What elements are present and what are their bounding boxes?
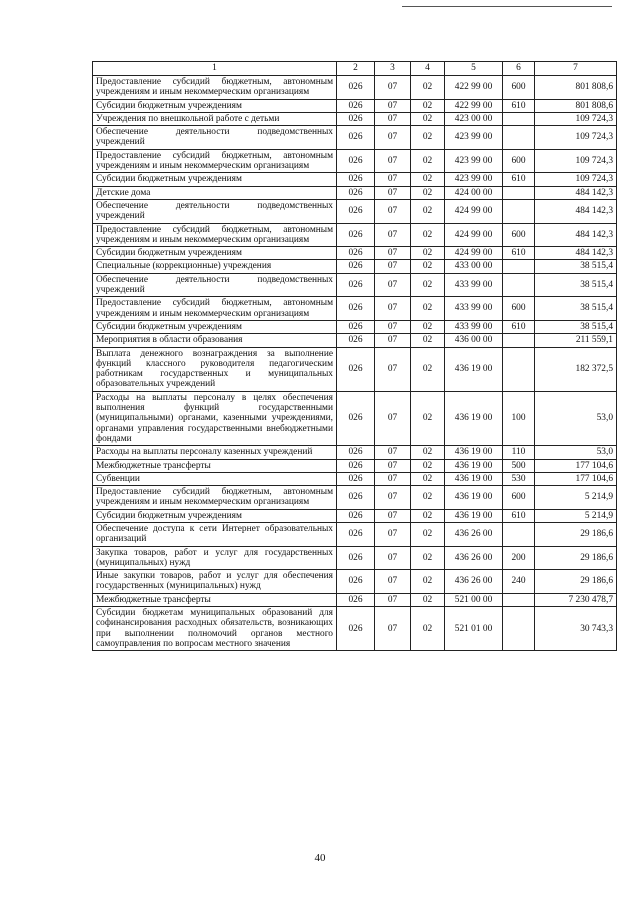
row-amount-cell: 30 743,3 xyxy=(535,607,617,651)
row-target-code-cell: 433 99 00 xyxy=(445,273,503,297)
row-target-code-cell: 424 00 00 xyxy=(445,186,503,199)
row-code-cell: 026 xyxy=(337,247,375,260)
row-section-cell: 07 xyxy=(375,459,411,472)
row-expense-type-cell xyxy=(503,607,535,651)
row-subsection-cell: 02 xyxy=(411,76,445,100)
row-code-cell: 026 xyxy=(337,126,375,150)
row-subsection-cell: 02 xyxy=(411,546,445,570)
row-code-cell: 026 xyxy=(337,149,375,173)
row-target-code-cell: 436 26 00 xyxy=(445,546,503,570)
row-code-cell: 026 xyxy=(337,472,375,485)
row-section-cell: 07 xyxy=(375,546,411,570)
table-row xyxy=(93,186,617,199)
page-number: 40 xyxy=(314,852,326,864)
row-subsection-cell: 02 xyxy=(411,186,445,199)
row-subsection-cell: 02 xyxy=(411,273,445,297)
row-target-code-cell: 422 99 00 xyxy=(445,76,503,100)
row-section-cell: 07 xyxy=(375,260,411,273)
row-code-cell: 026 xyxy=(337,607,375,651)
row-target-code-cell: 521 00 00 xyxy=(445,593,503,606)
row-name-cell: Обеспечение доступа к сети Интернет образовательных организаций xyxy=(93,522,337,546)
row-subsection-cell: 02 xyxy=(411,320,445,333)
table-row xyxy=(93,273,617,297)
row-code-cell: 026 xyxy=(337,320,375,333)
row-expense-type-cell: 110 xyxy=(503,446,535,459)
row-subsection-cell: 02 xyxy=(411,297,445,321)
row-expense-type-cell: 610 xyxy=(503,509,535,522)
row-section-cell: 07 xyxy=(375,320,411,333)
header-col-7: 7 xyxy=(535,62,617,76)
row-target-code-cell: 521 01 00 xyxy=(445,607,503,651)
row-target-code-cell: 424 99 00 xyxy=(445,247,503,260)
row-code-cell: 026 xyxy=(337,273,375,297)
row-section-cell: 07 xyxy=(375,570,411,594)
row-amount-cell: 53,0 xyxy=(535,391,617,445)
row-amount-cell: 7 230 478,7 xyxy=(535,593,617,606)
row-amount-cell: 484 142,3 xyxy=(535,223,617,247)
row-code-cell: 026 xyxy=(337,334,375,347)
table-row xyxy=(93,391,617,445)
row-subsection-cell: 02 xyxy=(411,391,445,445)
table-row xyxy=(93,607,617,651)
row-name-cell: Мероприятия в области образования xyxy=(93,334,337,347)
row-name-cell: Субсидии бюджетным учреждениям xyxy=(93,173,337,186)
row-expense-type-cell xyxy=(503,112,535,125)
top-rule xyxy=(402,6,612,7)
row-subsection-cell: 02 xyxy=(411,472,445,485)
row-section-cell: 07 xyxy=(375,247,411,260)
row-name-cell: Субсидии бюджетным учреждениям xyxy=(93,247,337,260)
row-name-cell: Предоставление субсидий бюджетным, автономным учреждениям и иным некоммерческим организациям xyxy=(93,297,337,321)
table-row xyxy=(93,509,617,522)
row-code-cell: 026 xyxy=(337,546,375,570)
row-subsection-cell: 02 xyxy=(411,112,445,125)
row-amount-cell: 177 104,6 xyxy=(535,472,617,485)
row-expense-type-cell xyxy=(503,273,535,297)
row-expense-type-cell: 600 xyxy=(503,149,535,173)
row-target-code-cell: 423 00 00 xyxy=(445,112,503,125)
row-code-cell: 026 xyxy=(337,347,375,391)
table-row xyxy=(93,570,617,594)
row-expense-type-cell: 100 xyxy=(503,391,535,445)
row-name-cell: Выплата денежного вознаграждения за выполнение функций классного руководителя педагогическим работникам государственных и муниципальных образовательных учреждений xyxy=(93,347,337,391)
table-row xyxy=(93,546,617,570)
row-amount-cell: 38 515,4 xyxy=(535,260,617,273)
row-amount-cell: 29 186,6 xyxy=(535,546,617,570)
row-amount-cell: 484 142,3 xyxy=(535,186,617,199)
row-name-cell: Специальные (коррекционные) учреждения xyxy=(93,260,337,273)
row-amount-cell: 109 724,3 xyxy=(535,173,617,186)
row-amount-cell: 5 214,9 xyxy=(535,486,617,510)
row-amount-cell: 109 724,3 xyxy=(535,126,617,150)
row-section-cell: 07 xyxy=(375,273,411,297)
table-row xyxy=(93,593,617,606)
row-target-code-cell: 436 26 00 xyxy=(445,522,503,546)
table-row xyxy=(93,459,617,472)
header-col-3: 3 xyxy=(375,62,411,76)
row-subsection-cell: 02 xyxy=(411,593,445,606)
table-row xyxy=(93,472,617,485)
row-subsection-cell: 02 xyxy=(411,570,445,594)
row-expense-type-cell: 240 xyxy=(503,570,535,594)
row-expense-type-cell xyxy=(503,347,535,391)
row-section-cell: 07 xyxy=(375,76,411,100)
row-expense-type-cell: 200 xyxy=(503,546,535,570)
table-row xyxy=(93,334,617,347)
row-section-cell: 07 xyxy=(375,99,411,112)
row-name-cell: Расходы на выплаты персоналу казенных учреждений xyxy=(93,446,337,459)
row-name-cell: Субсидии бюджетам муниципальных образований для софинансирования расходных обязательств, возникающих при выполнении полномочий органов местного самоуправления по вопросам местного значения xyxy=(93,607,337,651)
row-amount-cell: 177 104,6 xyxy=(535,459,617,472)
table-row xyxy=(93,199,617,223)
row-amount-cell: 182 372,5 xyxy=(535,347,617,391)
row-subsection-cell: 02 xyxy=(411,173,445,186)
row-name-cell: Закупка товаров, работ и услуг для государственных (муниципальных) нужд xyxy=(93,546,337,570)
row-name-cell: Субсидии бюджетным учреждениям xyxy=(93,509,337,522)
row-expense-type-cell: 610 xyxy=(503,320,535,333)
row-target-code-cell: 436 19 00 xyxy=(445,486,503,510)
row-amount-cell: 801 808,6 xyxy=(535,76,617,100)
table-row xyxy=(93,320,617,333)
row-name-cell: Детские дома xyxy=(93,186,337,199)
row-target-code-cell: 433 99 00 xyxy=(445,297,503,321)
row-name-cell: Иные закупки товаров, работ и услуг для обеспечения государственных (муниципальных) нужд xyxy=(93,570,337,594)
row-name-cell: Обеспечение деятельности подведомственных учреждений xyxy=(93,126,337,150)
row-expense-type-cell xyxy=(503,593,535,606)
row-expense-type-cell xyxy=(503,522,535,546)
row-expense-type-cell: 610 xyxy=(503,173,535,186)
row-target-code-cell: 433 99 00 xyxy=(445,320,503,333)
row-subsection-cell: 02 xyxy=(411,607,445,651)
row-section-cell: 07 xyxy=(375,446,411,459)
row-section-cell: 07 xyxy=(375,391,411,445)
table-body xyxy=(93,76,617,651)
row-subsection-cell: 02 xyxy=(411,149,445,173)
row-target-code-cell: 424 99 00 xyxy=(445,223,503,247)
row-expense-type-cell: 600 xyxy=(503,297,535,321)
table-row xyxy=(93,173,617,186)
row-expense-type-cell xyxy=(503,186,535,199)
row-code-cell: 026 xyxy=(337,570,375,594)
row-name-cell: Межбюджетные трансферты xyxy=(93,459,337,472)
header-col-5: 5 xyxy=(445,62,503,76)
table-row xyxy=(93,297,617,321)
row-amount-cell: 38 515,4 xyxy=(535,273,617,297)
row-name-cell: Предоставление субсидий бюджетным, автономным учреждениям и иным некоммерческим организациям xyxy=(93,486,337,510)
row-section-cell: 07 xyxy=(375,522,411,546)
row-expense-type-cell: 600 xyxy=(503,486,535,510)
row-amount-cell: 211 559,1 xyxy=(535,334,617,347)
row-target-code-cell: 436 19 00 xyxy=(445,347,503,391)
row-section-cell: 07 xyxy=(375,486,411,510)
table-row xyxy=(93,446,617,459)
budget-table xyxy=(92,61,617,651)
row-subsection-cell: 02 xyxy=(411,99,445,112)
table-row xyxy=(93,247,617,260)
row-subsection-cell: 02 xyxy=(411,126,445,150)
row-section-cell: 07 xyxy=(375,149,411,173)
table-row xyxy=(93,76,617,100)
row-amount-cell: 801 808,6 xyxy=(535,99,617,112)
row-amount-cell: 38 515,4 xyxy=(535,297,617,321)
row-subsection-cell: 02 xyxy=(411,334,445,347)
row-code-cell: 026 xyxy=(337,522,375,546)
row-section-cell: 07 xyxy=(375,186,411,199)
row-subsection-cell: 02 xyxy=(411,446,445,459)
row-target-code-cell: 424 99 00 xyxy=(445,199,503,223)
row-subsection-cell: 02 xyxy=(411,509,445,522)
row-expense-type-cell xyxy=(503,260,535,273)
row-subsection-cell: 02 xyxy=(411,247,445,260)
row-subsection-cell: 02 xyxy=(411,199,445,223)
row-code-cell: 026 xyxy=(337,391,375,445)
row-section-cell: 07 xyxy=(375,593,411,606)
row-expense-type-cell xyxy=(503,126,535,150)
row-expense-type-cell: 600 xyxy=(503,76,535,100)
header-col-6: 6 xyxy=(503,62,535,76)
row-expense-type-cell: 600 xyxy=(503,223,535,247)
row-target-code-cell: 436 19 00 xyxy=(445,459,503,472)
row-expense-type-cell: 610 xyxy=(503,99,535,112)
row-code-cell: 026 xyxy=(337,509,375,522)
row-subsection-cell: 02 xyxy=(411,459,445,472)
row-amount-cell: 484 142,3 xyxy=(535,199,617,223)
row-code-cell: 026 xyxy=(337,260,375,273)
row-amount-cell: 484 142,3 xyxy=(535,247,617,260)
row-expense-type-cell xyxy=(503,334,535,347)
row-target-code-cell: 422 99 00 xyxy=(445,99,503,112)
table-row xyxy=(93,126,617,150)
row-expense-type-cell: 530 xyxy=(503,472,535,485)
row-section-cell: 07 xyxy=(375,223,411,247)
row-subsection-cell: 02 xyxy=(411,347,445,391)
row-name-cell: Субсидии бюджетным учреждениям xyxy=(93,99,337,112)
row-code-cell: 026 xyxy=(337,186,375,199)
row-section-cell: 07 xyxy=(375,509,411,522)
row-subsection-cell: 02 xyxy=(411,486,445,510)
row-amount-cell: 38 515,4 xyxy=(535,320,617,333)
row-amount-cell: 53,0 xyxy=(535,446,617,459)
row-section-cell: 07 xyxy=(375,297,411,321)
row-name-cell: Субсидии бюджетным учреждениям xyxy=(93,320,337,333)
row-section-cell: 07 xyxy=(375,347,411,391)
table-row xyxy=(93,149,617,173)
row-code-cell: 026 xyxy=(337,173,375,186)
row-name-cell: Расходы на выплаты персоналу в целях обеспечения выполнения функций государственными (муниципальными) органами, казенными учреждениями, органами управления государственными внебюджетными фондами xyxy=(93,391,337,445)
row-name-cell: Субвенции xyxy=(93,472,337,485)
row-code-cell: 026 xyxy=(337,459,375,472)
row-code-cell: 026 xyxy=(337,486,375,510)
row-expense-type-cell xyxy=(503,199,535,223)
header-col-1: 1 xyxy=(93,62,337,76)
row-code-cell: 026 xyxy=(337,199,375,223)
row-amount-cell: 109 724,3 xyxy=(535,149,617,173)
table-row xyxy=(93,486,617,510)
row-name-cell: Обеспечение деятельности подведомственных учреждений xyxy=(93,199,337,223)
row-code-cell: 026 xyxy=(337,297,375,321)
row-amount-cell: 29 186,6 xyxy=(535,570,617,594)
row-name-cell: Учреждения по внешкольной работе с детьми xyxy=(93,112,337,125)
row-section-cell: 07 xyxy=(375,112,411,125)
row-section-cell: 07 xyxy=(375,173,411,186)
row-amount-cell: 29 186,6 xyxy=(535,522,617,546)
row-code-cell: 026 xyxy=(337,76,375,100)
row-code-cell: 026 xyxy=(337,593,375,606)
row-name-cell: Обеспечение деятельности подведомственных учреждений xyxy=(93,273,337,297)
row-code-cell: 026 xyxy=(337,112,375,125)
table-row xyxy=(93,260,617,273)
table-row xyxy=(93,112,617,125)
row-target-code-cell: 436 19 00 xyxy=(445,472,503,485)
row-amount-cell: 5 214,9 xyxy=(535,509,617,522)
header-col-2: 2 xyxy=(337,62,375,76)
table-row xyxy=(93,99,617,112)
row-code-cell: 026 xyxy=(337,99,375,112)
row-name-cell: Предоставление субсидий бюджетным, автономным учреждениям и иным некоммерческим организациям xyxy=(93,223,337,247)
row-name-cell: Предоставление субсидий бюджетным, автономным учреждениям и иным некоммерческим организациям xyxy=(93,149,337,173)
row-target-code-cell: 423 99 00 xyxy=(445,149,503,173)
row-name-cell: Межбюджетные трансферты xyxy=(93,593,337,606)
row-subsection-cell: 02 xyxy=(411,223,445,247)
row-target-code-cell: 423 99 00 xyxy=(445,173,503,186)
row-section-cell: 07 xyxy=(375,126,411,150)
row-target-code-cell: 436 00 00 xyxy=(445,334,503,347)
row-target-code-cell: 423 99 00 xyxy=(445,126,503,150)
table-row xyxy=(93,522,617,546)
row-expense-type-cell: 500 xyxy=(503,459,535,472)
row-code-cell: 026 xyxy=(337,446,375,459)
row-section-cell: 07 xyxy=(375,607,411,651)
row-code-cell: 026 xyxy=(337,223,375,247)
row-section-cell: 07 xyxy=(375,472,411,485)
row-subsection-cell: 02 xyxy=(411,260,445,273)
row-target-code-cell: 436 26 00 xyxy=(445,570,503,594)
row-target-code-cell: 436 19 00 xyxy=(445,509,503,522)
header-col-4: 4 xyxy=(411,62,445,76)
row-section-cell: 07 xyxy=(375,199,411,223)
table-header-row xyxy=(93,62,617,76)
row-expense-type-cell: 610 xyxy=(503,247,535,260)
row-target-code-cell: 433 00 00 xyxy=(445,260,503,273)
table-row xyxy=(93,347,617,391)
row-target-code-cell: 436 19 00 xyxy=(445,391,503,445)
table-row xyxy=(93,223,617,247)
row-name-cell: Предоставление субсидий бюджетным, автономным учреждениям и иным некоммерческим организациям xyxy=(93,76,337,100)
row-target-code-cell: 436 19 00 xyxy=(445,446,503,459)
row-section-cell: 07 xyxy=(375,334,411,347)
row-amount-cell: 109 724,3 xyxy=(535,112,617,125)
row-subsection-cell: 02 xyxy=(411,522,445,546)
